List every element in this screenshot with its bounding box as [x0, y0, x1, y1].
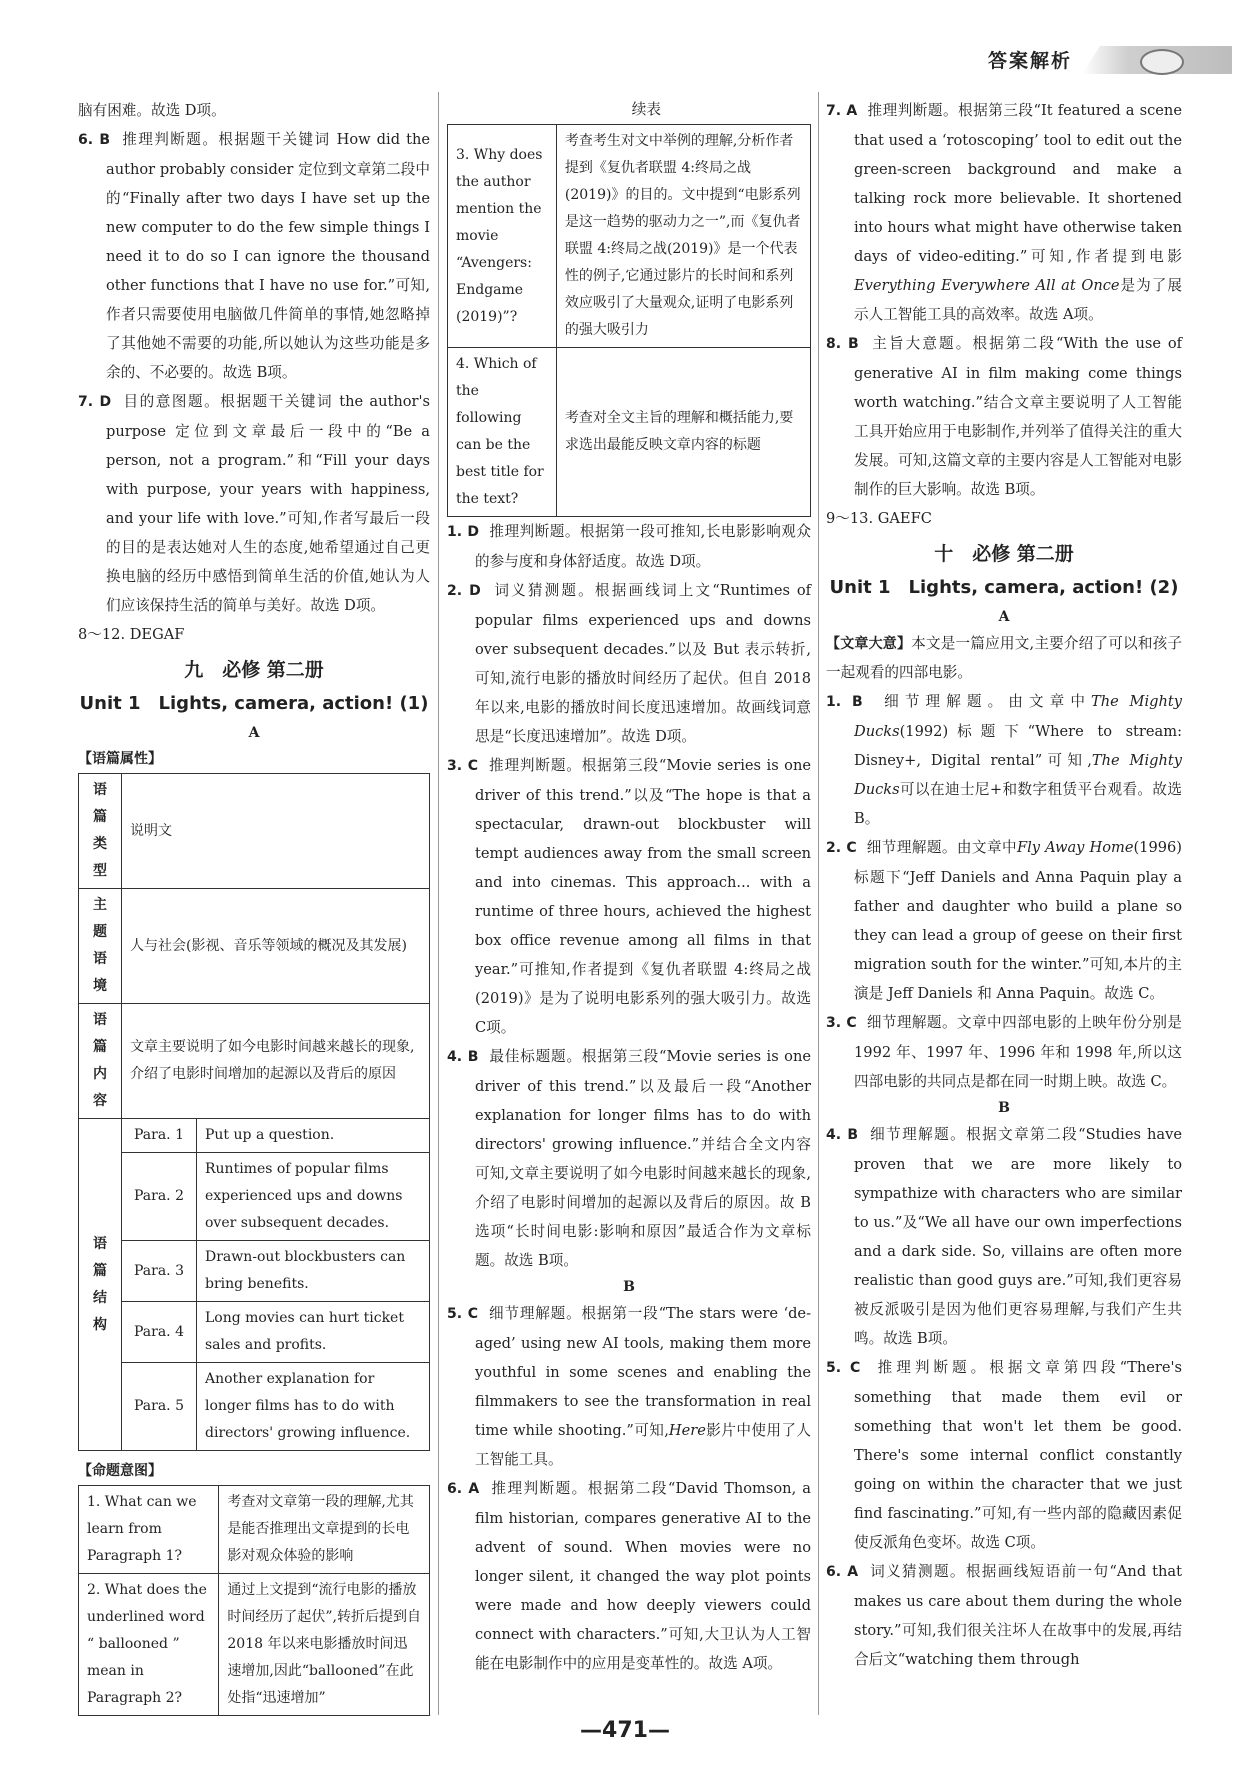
answer-item: 6. B 推理判断题。根据题干关键词 How did the author probably consider 定位到文章第二段中的“Finally after two days I have set up the new computer to do the few simple things I need it to do so I can ignore the thousand other functions that I have no use for.”可知,作者只需要使用电脑做几件简单的事情,她忽略掉了其他她不需要的功能,所以她认为这些功能是多余的、不必要的。故选 B项。	[78, 131, 431, 381]
answer-item: 8. B 主旨大意题。根据第二段“With the use of generative AI in film making come things worth watching.”结合文章主要说明了人工智能工具开始应用于电影制作,并列举了值得关注的重大发展。可知,这篇文章的主要内容是人工智能对电影制作的巨大影响。故选 B项。	[826, 335, 1183, 498]
attr-label: 【语篇属性】	[78, 751, 162, 767]
intent-table-continued: 3. Why does the author mention the movie “Avengers: Endgame (2019)”? 考查考生对文中举例的理解,分析作者提到《复仇者联盟 4:终局之战(2019)》的目的。文中提到“电影系列是这一趋势的驱动力之一”,而《复仇者联盟 4:终局之战(2019)》是一个代表性的例子,它通过影片的长时间和系列效应吸引了大量观众,证明了电影系列的强大吸引力 4. Which of the following can be the best title for the text? 考查对全文主旨的理解和概括能力,要求选出最能反映文章内容的标题	[447, 124, 811, 517]
fragment-text: 脑有困难。故选 D项。	[78, 102, 226, 119]
section-title: 十 必修 第二册	[934, 543, 1074, 565]
intent-label: 【命题意图】	[78, 1463, 162, 1479]
logo-icon	[1140, 49, 1184, 75]
header-title: 答案解析	[987, 50, 1072, 72]
column-divider	[438, 92, 439, 1715]
answer-item: 3. C 推理判断题。根据第三段“Movie series is one driver of this trend.”以及“The hope is that a spectacular, drawn-out blockbuster will tempt audiences away from the small screen and into cinemas. This approach... with a runtime of three hours, achieved the highest box office revenue among all films in that year.”可推知,作者提到《复仇者联盟 4:终局之战(2019)》是为了说明电影系列的强大吸引力。故选 C项。	[447, 757, 811, 1036]
column-divider	[818, 92, 819, 1715]
answer-range: 9～13. GAEFC	[826, 510, 932, 527]
column-1	[78, 96, 430, 1716]
answer-item: 7. A 推理判断题。根据第三段“It featured a scene that used a ‘rotoscoping’ tool to edit out the green-screen background and make a talking rock more believable. It shortened into hours what might have otherwise taken days of video-editing.”可知,作者提到电影Everything Everywhere All at Once是为了展示人工智能工具的高效率。故选 A项。	[826, 102, 1182, 323]
answer-item: 1. D 推理判断题。根据第一段可推知,长电影影响观众的参与度和身体舒适度。故选 D项。	[447, 523, 811, 570]
unit-title: Unit 1 Lights, camera, action! (2)	[829, 577, 1179, 598]
part-label: A	[998, 609, 1010, 625]
answer-item: 1. B 细节理解题。由文章中The Mighty Ducks(1992)标题下“Where to stream: Disney+, Digital rental”可知,The Mighty Ducks可以在迪士尼+和数字租赁平台观看。故选 B。	[826, 693, 1182, 827]
answer-item: 4. B 最佳标题题。根据第三段“Movie series is one driver of this trend.”以及最后一段“Another explanation for longer films has to do with directors' growing influence.”并结合全文内容可知,文章主要说明了如今电影时间越来越长的现象,介绍了电影时间增加的起源以及背后的原因。故 B选项“长时间电影:影响和原因”最适合作为文章标题。故选 B项。	[447, 1048, 812, 1269]
part-label: B	[998, 1100, 1010, 1116]
answer-item: 4. B 细节理解题。根据文章第二段“Studies have proven that we are more likely to sympathize with characters who are similar to us.”及“We all have our own imperfections and a dark side. So, villains are often more realistic than good guys are.”可知,我们更容易被反派吸引是因为他们更容易理解,与我们产生共鸣。故选 B项。	[826, 1126, 1182, 1347]
continued-label: 续表	[631, 101, 661, 118]
page-header	[902, 40, 1232, 76]
intent-table: 1. What can we learn from Paragraph 1? 考查对文章第一段的理解,尤其是能否推理出文章提到的长电影对观众体验的影响 2. What does the underlined word “ ballooned ” mean in Paragraph 2? 通过上文提到“流行电影的播放时间经历了起伏”,转折后提到自 2018 年以来电影播放时间迅速增加,因此“ballooned”在此处指“迅速增加”	[78, 1485, 430, 1716]
page-number: —471—	[580, 1718, 670, 1743]
column-3	[826, 96, 1182, 1674]
answer-item: 3. C 细节理解题。文章中四部电影的上映年份分别是 1992 年、1997 年、1996 年和 1998 年,所以这四部电影的共同点是都在同一时期上映。故选 C。	[826, 1014, 1182, 1090]
answer-item: 7. D 目的意图题。根据题干关键词 the author's purpose 定位到文章最后一段中的“Be a person, not a program.”和“Fill your days with purpose, your years with happiness, and your life with love.”可知,作者写最后一段的目的是表达她对人生的态度,她希望通过自己更换电脑的经历中感悟到简单生活的价值,她认为人们应该保持生活的简单与美好。故选 D项。	[78, 393, 430, 614]
attributes-table: 语篇类型 说明文 主题语境 人与社会(影视、音乐等领域的概况及其发展) 语篇内容 文章主要说明了如今电影时间越来越长的现象,介绍了电影时间增加的起源以及背后的原因 语篇结构 Para. 1 Put up a question. Para. 2 Runtimes of popular films experienced ups and downs over subsequent decades. Para. 3 Drawn-out blockbusters can bring benefits. Para. 4 Long movies can hurt ticket sales and profits. Para. 5 Another explanation for longer films has to do with directors' growing influence.	[78, 773, 430, 1451]
answer-item: 5. C 推理判断题。根据文章第四段“There's something that made them evil or something that won't let them be good. There's some internal conflict constantly going on within the character that we just find fascinating.”可知,有一些内部的隐藏因素促使反派角色变坏。故选 C项。	[826, 1359, 1182, 1551]
part-label: A	[248, 725, 260, 741]
unit-title: Unit 1 Lights, camera, action! (1)	[79, 693, 429, 714]
section-title: 九 必修 第二册	[184, 659, 324, 681]
answer-range: 8～12. DEGAF	[78, 626, 185, 643]
answer-item: 2. C 细节理解题。由文章中Fly Away Home(1996)标题下“Jeff Daniels and Anna Paquin play a father and daughter who build a plane so they can lead a group of geese on their first migration south for the winter.”可知,本片的主演是 Jeff Daniels 和 Anna Paquin。故选 C。	[826, 839, 1182, 1002]
summary: 【文章大意】本文是一篇应用文,主要介绍了可以和孩子一起观看的四部电影。	[826, 635, 1183, 681]
column-2	[447, 96, 811, 1678]
answer-item: 2. D 词义猜测题。根据画线词上文“Runtimes of popular films experienced ups and downs over subsequent decades.”以及 But 表示转折,可知,流行电影的播放时间经历了起伏。但自 2018 年以来,电影的播放时间长度迅速增加。故画线词意思是“长度迅速增加”。故选 D项。	[447, 582, 812, 745]
answer-item: 6. A 推理判断题。根据第二段“David Thomson, a film historian, compares generative AI to the advent of sound. When movies were no longer silent, it changed the way plot points were made and how deeply viewers could connect with characters.”可知,大卫认为人工智能在电影制作中的应用是变革性的。故选 A项。	[447, 1480, 811, 1672]
answer-item: 6. A 词义猜测题。根据画线短语前一句“And that makes us care about them during the whole story.”可知,我们很关注坏人在故事中的发展,再结合后文“watching them through	[826, 1563, 1182, 1668]
part-label: B	[623, 1279, 635, 1295]
answer-item: 5. C 细节理解题。根据第一段“The stars were ‘de-aged’ using new AI tools, making them more youthful in some scenes and enabling the filmmakers to see the transformation in real time while shooting.”可知,Here影片中使用了人工智能工具。	[447, 1305, 812, 1468]
